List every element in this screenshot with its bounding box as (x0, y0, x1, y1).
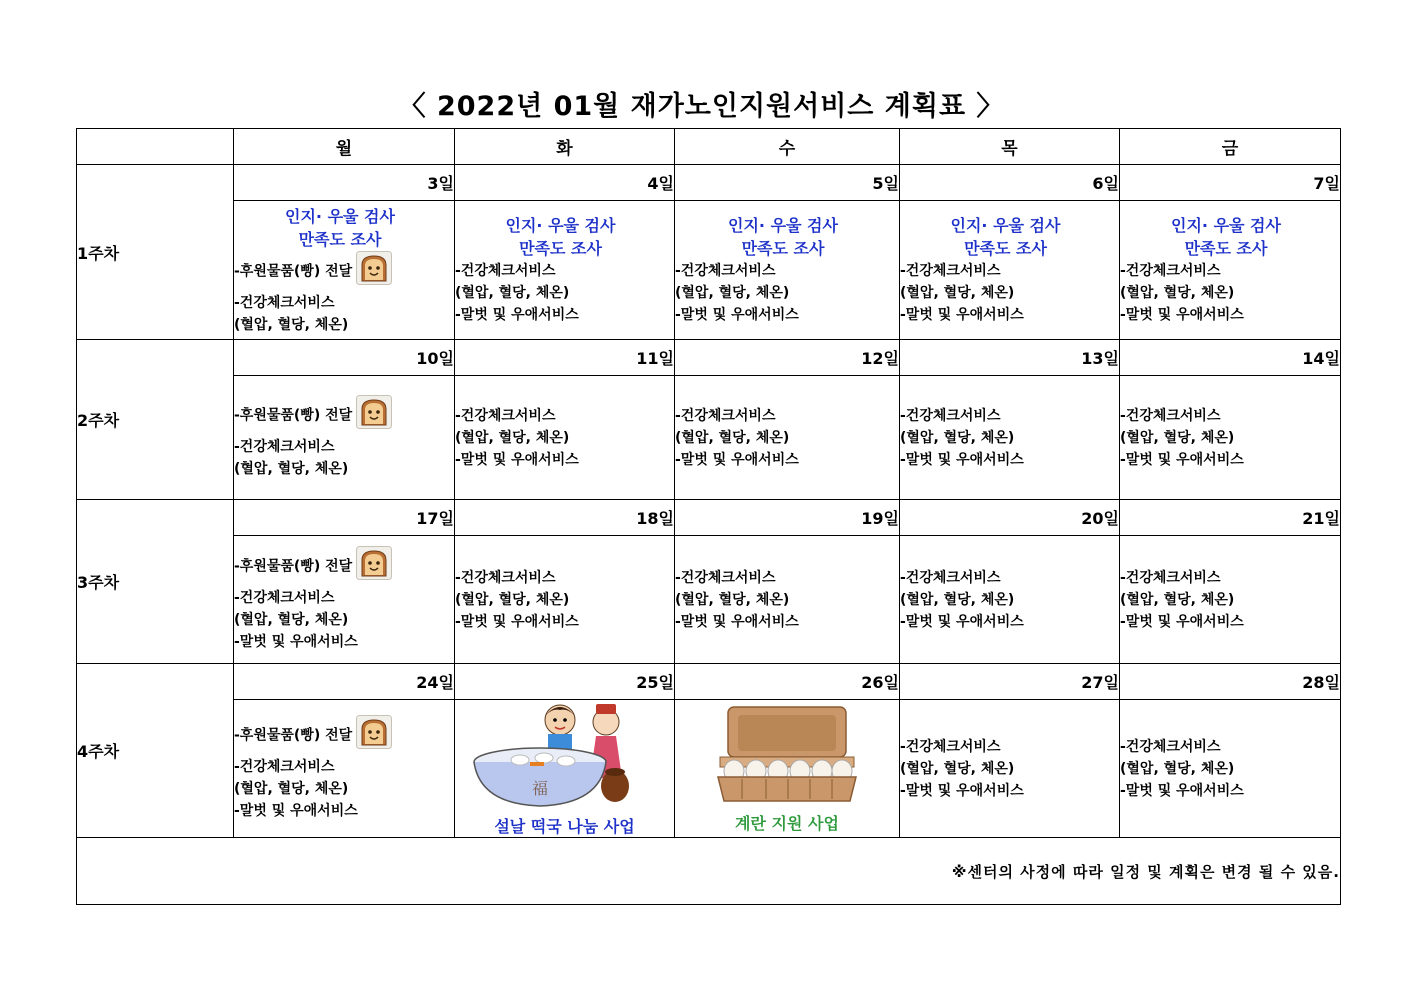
service-line: -말벗 및 우애서비스 (1120, 782, 1244, 799)
service-line: (혈압, 혈당, 체온) (900, 285, 1015, 301)
service-line: (혈압, 혈당, 체온) (455, 591, 570, 608)
survey-headline: 인지· 우울 검사 (950, 216, 1061, 235)
week-3-content-row (77, 536, 1341, 664)
date-cell: 10일 (234, 340, 455, 376)
service-line: -건강체크서비스 (455, 263, 556, 279)
date-cell: 4일 (455, 165, 675, 201)
service-line: (혈압, 혈당, 체온) (1120, 285, 1235, 301)
service-line: (혈압, 혈당, 체온) (900, 760, 1015, 777)
egg-event-label: 계란 지원 사업 (735, 814, 839, 833)
date-cell: 25일 (455, 664, 675, 700)
service-line: -말벗 및 우애서비스 (675, 451, 799, 468)
day-header-fri: 금 (1120, 129, 1341, 165)
service-line: (혈압, 혈당, 체온) (675, 285, 790, 301)
schedule-cell (675, 536, 900, 664)
date-cell: 24일 (234, 664, 455, 700)
service-line: -말벗 및 우애서비스 (455, 307, 579, 323)
date-cell: 26일 (675, 664, 900, 700)
survey-headline: 만족도 조사 (298, 229, 382, 249)
service-line: -건강체크서비스 (234, 590, 335, 606)
service-line: (혈압, 혈당, 체온) (234, 461, 349, 477)
day-header-thu: 목 (900, 129, 1120, 165)
service-line: (혈압, 혈당, 체온) (675, 591, 790, 608)
service-line: -후원물품(빵) 전달 (234, 407, 353, 424)
service-line: -후원물품(빵) 전달 (234, 727, 353, 744)
date-cell: 6일 (900, 165, 1120, 201)
service-line: -말벗 및 우애서비스 (234, 634, 358, 650)
date-cell: 3일 (234, 165, 455, 201)
survey-headline: 인지· 우울 검사 (285, 206, 395, 226)
tteokguk-event-label: 설날 떡국 나눔 사업 (494, 817, 635, 836)
service-line: (혈압, 혈당, 체온) (234, 781, 349, 797)
week-4-content-row (77, 700, 1341, 838)
week-label: 4주차 (77, 664, 234, 838)
week-4-date-row (77, 664, 1341, 700)
service-line: -말벗 및 우애서비스 (675, 307, 799, 323)
service-line: -건강체크서비스 (900, 569, 1001, 586)
service-line: (혈압, 혈당, 체온) (675, 429, 790, 446)
egg-event-cell (675, 700, 900, 838)
week-label: 1주차 (77, 165, 234, 340)
schedule-cell (900, 376, 1120, 500)
service-line: (혈압, 혈당, 체온) (1120, 760, 1235, 777)
note-row (77, 838, 1341, 905)
schedule-cell (1120, 536, 1341, 664)
service-line: -말벗 및 우애서비스 (675, 613, 799, 630)
service-line: -말벗 및 우애서비스 (900, 613, 1024, 630)
service-line: (혈압, 혈당, 체온) (455, 285, 570, 301)
week-1-date-row (77, 165, 1341, 201)
schedule-cell (900, 201, 1120, 340)
service-line: -건강체크서비스 (234, 759, 335, 775)
survey-headline: 인지· 우울 검사 (728, 216, 838, 235)
service-line: -말벗 및 우애서비스 (900, 782, 1024, 799)
egg-carton-icon (712, 703, 862, 807)
service-line: (혈압, 혈당, 체온) (234, 316, 349, 333)
service-line: -후원물품(빵) 전달 (234, 558, 353, 575)
tteokguk-event-cell (455, 700, 675, 838)
service-line: -말벗 및 우애서비스 (900, 451, 1024, 468)
day-header-wed: 수 (675, 129, 900, 165)
week-label: 2주차 (77, 340, 234, 500)
service-line: -후원물품(빵) 전달 (234, 263, 353, 279)
week-1-content-row (77, 201, 1341, 340)
schedule-cell (234, 201, 455, 340)
schedule-cell (234, 700, 455, 838)
service-line: -건강체크서비스 (675, 263, 776, 279)
service-line: (혈압, 혈당, 체온) (1120, 591, 1235, 608)
schedule-cell (1120, 201, 1341, 340)
bread-character-icon (356, 715, 392, 756)
date-cell: 11일 (455, 340, 675, 376)
schedule-cell (234, 536, 455, 664)
schedule-cell (455, 536, 675, 664)
survey-headline: 만족도 조사 (741, 239, 825, 258)
service-line: -건강체크서비스 (900, 407, 1001, 424)
date-cell: 17일 (234, 500, 455, 536)
service-line: (혈압, 혈당, 체온) (900, 591, 1015, 608)
service-line: -말벗 및 우애서비스 (1120, 451, 1244, 468)
schedule-cell (675, 201, 900, 340)
schedule-cell (455, 376, 675, 500)
bread-character-icon (356, 251, 392, 292)
date-cell: 13일 (900, 340, 1120, 376)
service-line: -말벗 및 우애서비스 (1120, 613, 1244, 630)
service-line: -건강체크서비스 (234, 439, 335, 455)
date-cell: 5일 (675, 165, 900, 201)
survey-headline: 만족도 조사 (519, 239, 602, 258)
service-line: -건강체크서비스 (900, 738, 1001, 755)
date-cell: 19일 (675, 500, 900, 536)
day-header-tue: 화 (455, 129, 675, 165)
bread-character-icon (356, 395, 392, 436)
survey-headline: 만족도 조사 (1184, 239, 1268, 258)
bread-character-icon (356, 546, 392, 587)
week-3-date-row (77, 500, 1341, 536)
service-line: -말벗 및 우애서비스 (455, 451, 579, 468)
bowl-glyph: 福 (531, 779, 548, 798)
schedule-cell (1120, 376, 1341, 500)
schedule-note: ※센터의 사정에 따라 일정 및 계획은 변경 될 수 있음. (77, 838, 1341, 905)
date-cell: 27일 (900, 664, 1120, 700)
survey-headline: 만족도 조사 (964, 239, 1047, 258)
service-line: -건강체크서비스 (455, 407, 556, 424)
day-header-mon: 월 (234, 129, 455, 165)
schedule-cell (900, 536, 1120, 664)
week-2-content-row (77, 376, 1341, 500)
service-line: (혈압, 혈당, 체온) (1120, 429, 1235, 446)
tteokguk-bowl-icon (470, 700, 660, 810)
week-label: 3주차 (77, 500, 234, 664)
schedule-cell (675, 376, 900, 500)
schedule-table (76, 128, 1341, 905)
date-cell: 18일 (455, 500, 675, 536)
service-line: -말벗 및 우애서비스 (234, 803, 358, 819)
page-title: 〈 2022년 01월 재가노인지원서비스 계획표 〉 (398, 91, 1005, 122)
survey-headline: 인지· 우울 검사 (505, 216, 616, 235)
service-line: -건강체크서비스 (675, 569, 776, 586)
schedule-cell (900, 700, 1120, 838)
survey-headline: 인지· 우울 검사 (1171, 216, 1281, 235)
service-line: -건강체크서비스 (1120, 263, 1221, 279)
service-line: -건강체크서비스 (900, 263, 1001, 279)
date-cell: 20일 (900, 500, 1120, 536)
service-line: (혈압, 혈당, 체온) (455, 429, 570, 446)
week-2-date-row (77, 340, 1341, 376)
service-line: -건강체크서비스 (234, 294, 335, 311)
service-line: -건강체크서비스 (1120, 738, 1221, 755)
day-header-row (77, 129, 1341, 165)
schedule-cell (1120, 700, 1341, 838)
service-line: -말벗 및 우애서비스 (900, 307, 1024, 323)
schedule-cell (455, 201, 675, 340)
service-line: -건강체크서비스 (675, 407, 776, 424)
service-line: (혈압, 혈당, 체온) (234, 612, 349, 628)
corner-cell (77, 129, 234, 165)
service-line: (혈압, 혈당, 체온) (900, 429, 1015, 446)
service-line: -건강체크서비스 (1120, 569, 1221, 586)
service-line: -건강체크서비스 (1120, 407, 1221, 424)
date-cell: 7일 (1120, 165, 1341, 201)
date-cell: 14일 (1120, 340, 1341, 376)
date-cell: 28일 (1120, 664, 1341, 700)
service-line: -건강체크서비스 (455, 569, 556, 586)
schedule-cell (234, 376, 455, 500)
service-line: -말벗 및 우애서비스 (1120, 307, 1244, 323)
date-cell: 21일 (1120, 500, 1341, 536)
service-line: -말벗 및 우애서비스 (455, 613, 579, 630)
date-cell: 12일 (675, 340, 900, 376)
